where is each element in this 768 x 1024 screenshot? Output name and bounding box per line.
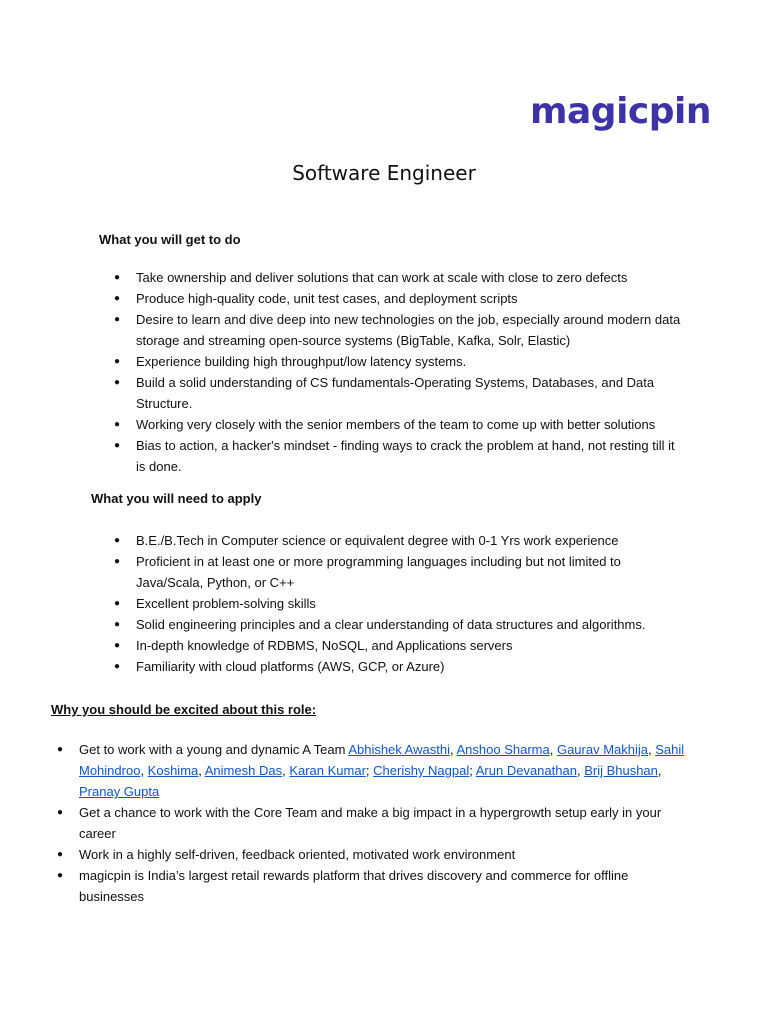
list-item-text: Build a solid understanding of CS fundamentals-Operating Systems, Databases, and Data Structure. — [136, 375, 655, 411]
list-item — [114, 351, 684, 372]
separator: , — [657, 763, 662, 778]
list-item-text: Proficient in at least one or more programming languages including but not limited to Java/Scala, Python, or C++ — [136, 554, 621, 590]
page-title: Software Engineer — [292, 161, 476, 185]
team-member-link[interactable]: Cherishy Nagpal — [373, 763, 470, 778]
bullet-icon: ● — [114, 272, 121, 283]
list-item-text: In-depth knowledge of RDBMS, NoSQL, and Applications servers — [136, 638, 513, 653]
team-member-link[interactable]: Brij Bhushan — [584, 763, 658, 778]
list-item — [114, 614, 684, 635]
section-heading-requirements: What you will need to apply — [91, 491, 262, 506]
bullet-icon: ● — [114, 377, 121, 388]
team-member-link[interactable]: Gaurav Makhija — [556, 742, 649, 757]
list-item — [114, 656, 684, 677]
list-item — [114, 551, 684, 593]
list-item-team — [57, 739, 689, 802]
bullet-icon: ● — [114, 619, 121, 630]
list-item — [114, 635, 684, 656]
team-member-link[interactable]: Animesh Das — [204, 763, 283, 778]
separator: , — [648, 742, 656, 757]
why-excited-list — [57, 739, 689, 907]
section-heading-why-excited: Why you should be excited about this role: — [51, 702, 317, 717]
separator: , — [576, 763, 585, 778]
bullet-icon: ● — [114, 598, 121, 609]
list-item-text: Familiarity with cloud platforms (AWS, GCP, or Azure) — [136, 659, 445, 674]
separator: , — [282, 763, 290, 778]
list-item-text: Take ownership and deliver solutions that can work at scale with close to zero defects — [136, 270, 628, 285]
separator: ; — [469, 763, 476, 778]
requirements-list — [114, 530, 684, 677]
list-item-text: Bias to action, a hacker's mindset - finding ways to crack the problem at hand, not resting till it is done. — [136, 438, 675, 474]
list-item — [114, 288, 684, 309]
bullet-icon: ● — [114, 535, 121, 546]
bullet-icon: ● — [57, 807, 64, 818]
list-item-text: B.E./B.Tech in Computer science or equivalent degree with 0-1 Yrs work experience — [136, 533, 619, 548]
list-item — [114, 267, 684, 288]
section-heading-responsibilities: What you will get to do — [99, 232, 241, 247]
bullet-icon: ● — [114, 440, 121, 451]
list-item — [57, 844, 689, 865]
separator: , — [198, 763, 205, 778]
list-item-text: Working very closely with the senior members of the team to come up with better solutions — [136, 417, 656, 432]
list-item-text: Solid engineering principles and a clear understanding of data structures and algorithms. — [136, 617, 646, 632]
team-intro-text: Get to work with a young and dynamic A Team — [79, 742, 349, 757]
list-item-text: Desire to learn and dive deep into new technologies on the job, especially around modern data storage and streaming open-source systems (BigTable, Kafka, Solr, Elastic) — [136, 312, 681, 348]
separator: , — [140, 763, 148, 778]
list-item — [114, 593, 684, 614]
magicpin-logo: magicpin — [530, 91, 711, 132]
list-item — [114, 414, 684, 435]
bullet-icon: ● — [57, 870, 64, 881]
list-item — [114, 372, 684, 414]
team-member-link[interactable]: Karan Kumar — [289, 763, 366, 778]
bullet-icon: ● — [57, 849, 64, 860]
list-item-text: Produce high-quality code, unit test cases, and deployment scripts — [136, 291, 518, 306]
bullet-icon: ● — [114, 419, 121, 430]
bullet-icon: ● — [114, 356, 121, 367]
bullet-icon: ● — [114, 556, 121, 567]
list-item-text: Work in a highly self-driven, feedback oriented, motivated work environment — [79, 847, 516, 862]
bullet-icon: ● — [114, 640, 121, 651]
list-item — [114, 435, 684, 477]
team-member-link[interactable]: Anshoo Sharma — [456, 742, 550, 757]
list-item-text: magicpin is India’s largest retail rewards platform that drives discovery and commerce for offline businesses — [79, 868, 629, 904]
team-member-link[interactable]: Sahil Mohindroo — [79, 742, 685, 778]
separator: , — [449, 742, 457, 757]
responsibilities-list — [114, 267, 684, 477]
list-item — [57, 802, 689, 844]
list-item — [114, 309, 684, 351]
list-item-text: Excellent problem-solving skills — [136, 596, 316, 611]
separator: , — [549, 742, 557, 757]
bullet-icon: ● — [57, 744, 64, 755]
team-member-link[interactable]: Koshima — [147, 763, 199, 778]
list-item-text: Experience building high throughput/low latency systems. — [136, 354, 467, 369]
separator: ; — [365, 763, 374, 778]
list-item-text: Get a chance to work with the Core Team and make a big impact in a hypergrowth setup early in your career — [79, 805, 662, 841]
team-member-link[interactable]: Pranay Gupta — [79, 784, 160, 799]
team-member-link[interactable]: Abhishek Awasthi — [348, 742, 450, 757]
list-item — [57, 865, 689, 907]
bullet-icon: ● — [114, 293, 121, 304]
bullet-icon: ● — [114, 314, 121, 325]
list-item — [114, 530, 684, 551]
team-member-link[interactable]: Arun Devanathan — [475, 763, 577, 778]
bullet-icon: ● — [114, 661, 121, 672]
